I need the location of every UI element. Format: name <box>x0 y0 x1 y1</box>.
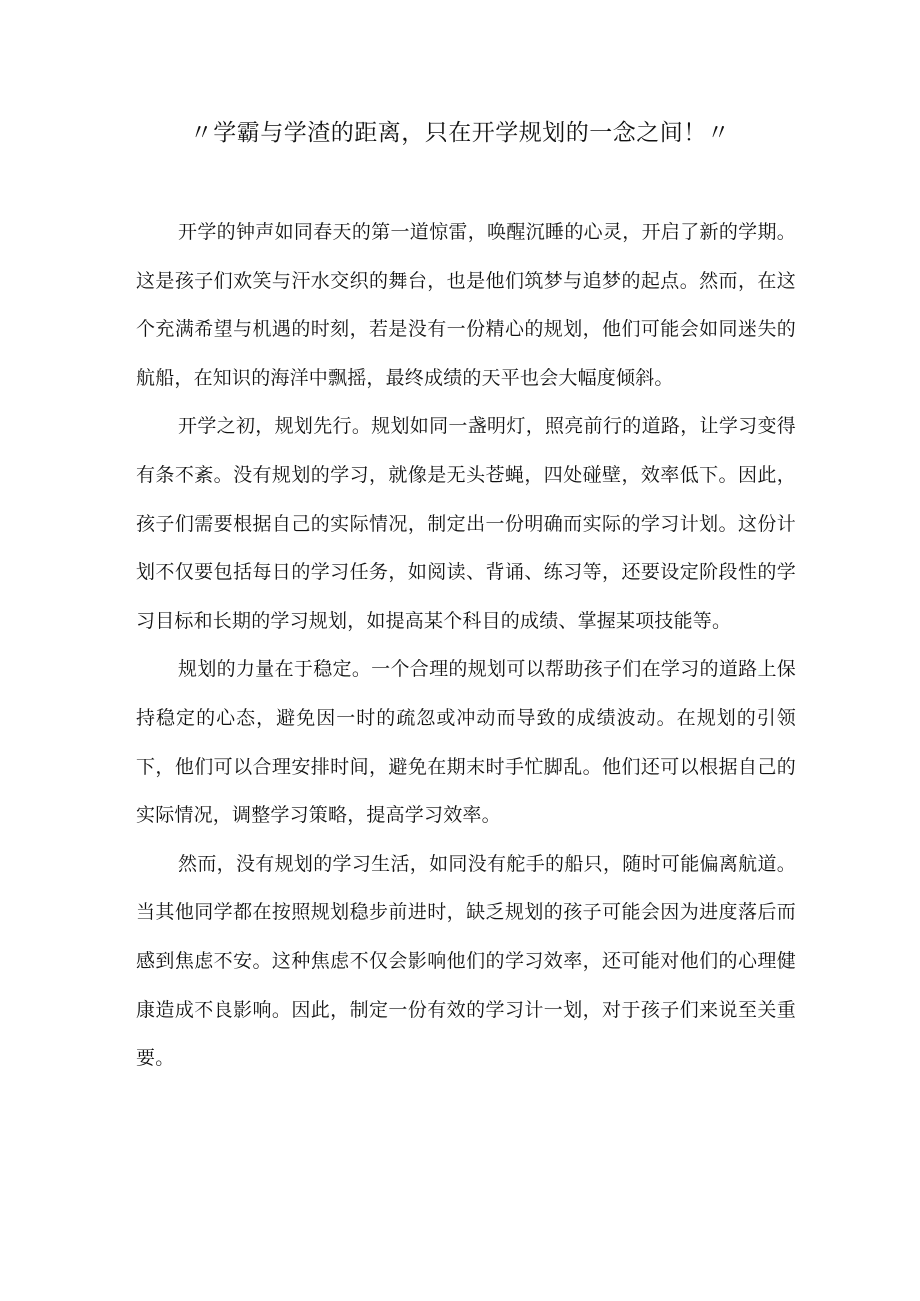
paragraph-3: 规划的力量在于稳定。一个合理的规划可以帮助孩子们在学习的道路上保持稳定的心态，避免因一时的疏忽或冲动而导致的成绩波动。在规划的引领下，他们可以合理安排时间，避免在期末时手忙脚乱。他们还可以根据自己的实际情况，调整学习策略，提高学习效率。 <box>136 658 796 827</box>
document-body <box>136 208 796 1083</box>
paragraph-4: 然而，没有规划的学习生活，如同没有舵手的船只，随时可能偏离航道。当其他同学都在按照规划稳步前进时，缺乏规划的孩子可能会因为进度落后而感到焦虑不安。这种焦虑不仅会影响他们的学习效率，还可能对他们的心理健康造成不良影响。因此，制定一份有效的学习计一划，对于孩子们来说至关重要。 <box>136 852 796 1070</box>
paragraph-1: 开学的钟声如同春天的第一道惊雷，唤醒沉睡的心灵，开启了新的学期。这是孩子们欢笑与汗水交织的舞台，也是他们筑梦与追梦的起点。然而，在这个充满希望与机遇的时刻，若是没有一份精心的规划，他们可能会如同迷失的航船，在知识的海洋中飘摇，最终成绩的天平也会大幅度倾斜。 <box>136 221 796 389</box>
paragraph-2: 开学之初，规划先行。规划如同一盏明灯，照亮前行的道路，让学习变得有条不紊。没有规划的学习，就像是无头苍蝇，四处碰壁，效率低下。因此，孩子们需要根据自己的实际情况，制定出一份明确而实际的学习计划。这份计划不仅要包括每日的学习任务，如阅读、背诵、练习等，还要设定阶段性的学习目标和长期的学习规划，如提高某个科目的成绩、掌握某项技能等。 <box>136 415 796 632</box>
document-title: 〃学霸与学渣的距离，只在开学规划的一念之间！〃 <box>189 120 731 146</box>
